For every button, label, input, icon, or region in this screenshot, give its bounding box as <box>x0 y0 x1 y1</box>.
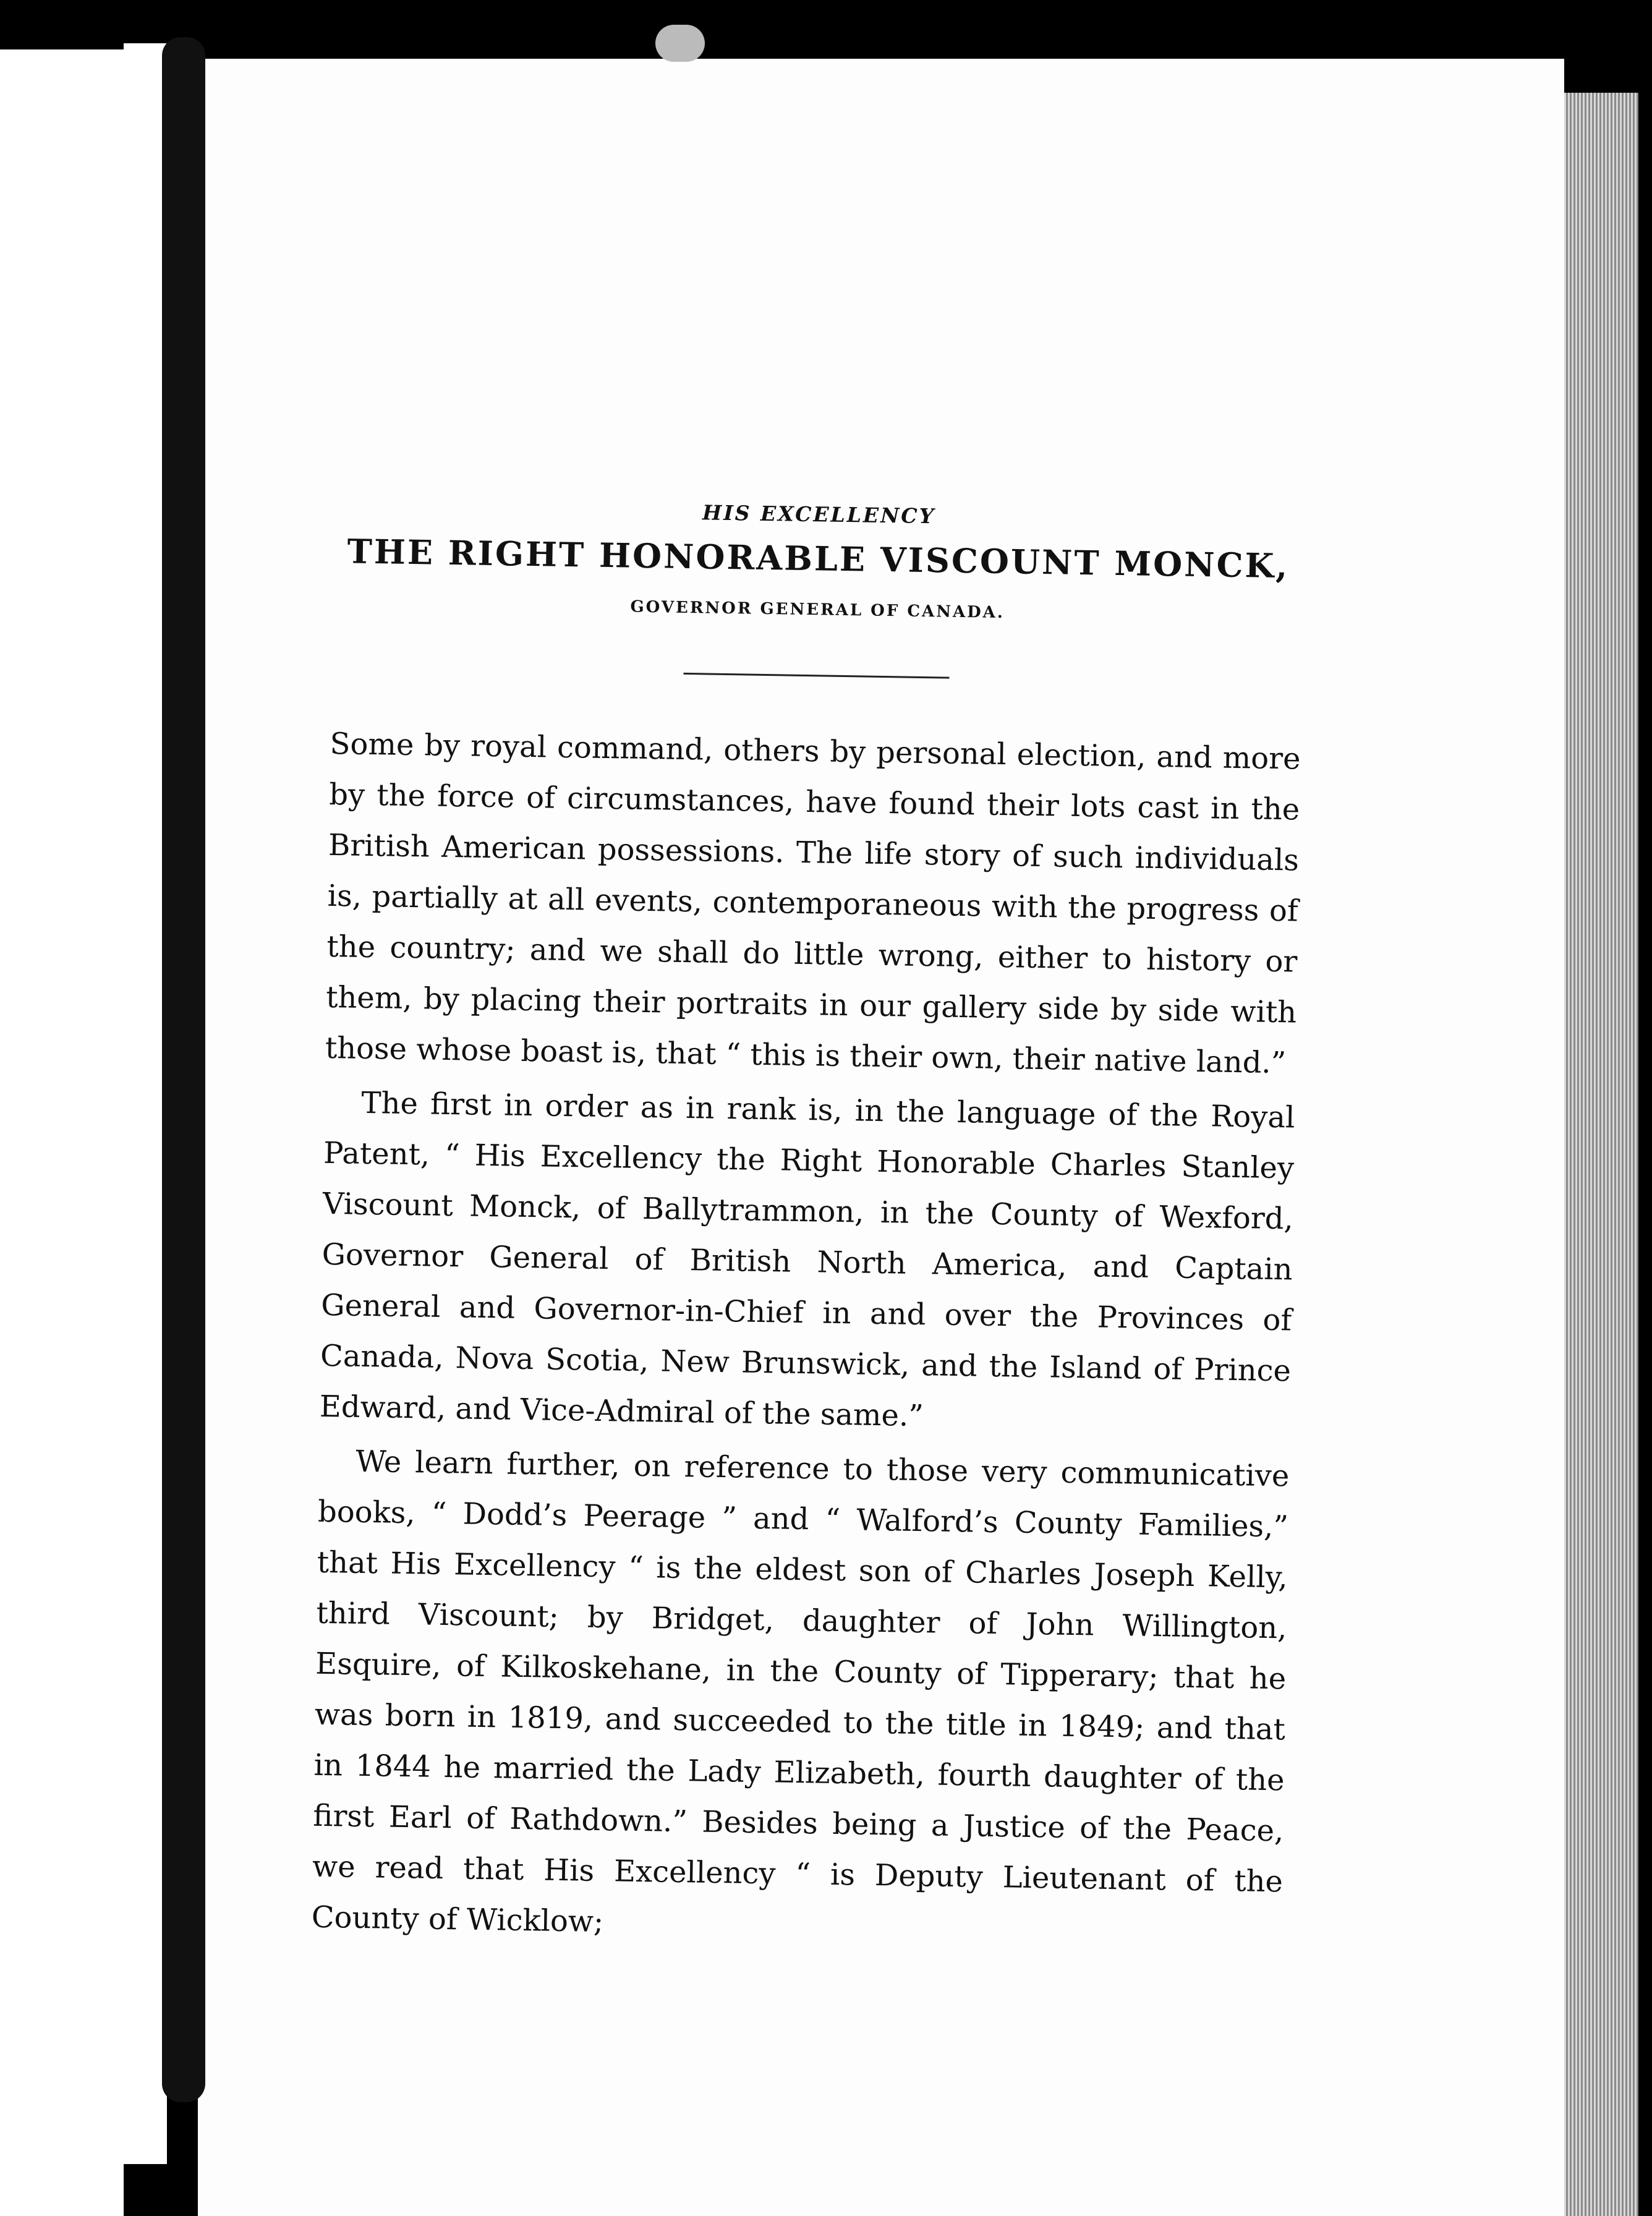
page-title: THE RIGHT HONORABLE VISCOUNT MONCK, <box>347 531 1290 586</box>
binding-gutter <box>162 37 205 2102</box>
previous-page-edge <box>0 49 124 2216</box>
scan-artifact <box>655 25 705 62</box>
page-edges <box>1564 93 1638 2216</box>
page-subtitle: GOVERNOR GENERAL OF CANADA. <box>630 597 1005 623</box>
page-content <box>311 495 1305 1961</box>
paragraph-1: Some by royal command, others by personal election, and more by the force of circumstances, have found their lots cast in the British American possessions. The life story of such individuals is, partially at all events, contemporaneous with the progress of the country; and we shall do little wrong, either to history or them, by placing their portraits in our gallery side by side with those whose boast is, that “ this is their own, their native land.” <box>325 726 1301 1081</box>
binding-margin <box>124 43 167 2164</box>
title-rule <box>684 673 950 679</box>
header-small: HIS EXCELLENCY <box>702 500 936 529</box>
paragraph-3: We learn further, on reference to those very communicative books, “ Dodd’s Peerage ” and “ Walford’s County Families,” that His Excellency “ is the eldest son of Charles Joseph Kelly, third Viscount; by Bridget, daughter of John Willington, Esquire, of Kilkoskehane, in the County of Tipperary; that he was born in 1819, and succeeded to the title in 1849; and that in 1844 he married the Lady Elizabeth, fourth daughter of the first Earl of Rathdown.” Besides being a Justice of the Peace, we read that His Excellency “ is Deputy Lieutenant of the County of Wicklow; <box>311 1444 1290 1940</box>
paragraph-2: The first in order as in rank is, in the language of the Royal Patent, “ His Excellency the Right Honorable Charles Stanley Viscount Monck, of Ballytrammon, in the County of Wexford, Governor General of British North America, and Captain General and Governor-in-Chief in and over the Provinces of Canada, Nova Scotia, New Brunswick, and the Island of Prince Edward, and Vice-Admiral of the same.” <box>319 1085 1295 1434</box>
